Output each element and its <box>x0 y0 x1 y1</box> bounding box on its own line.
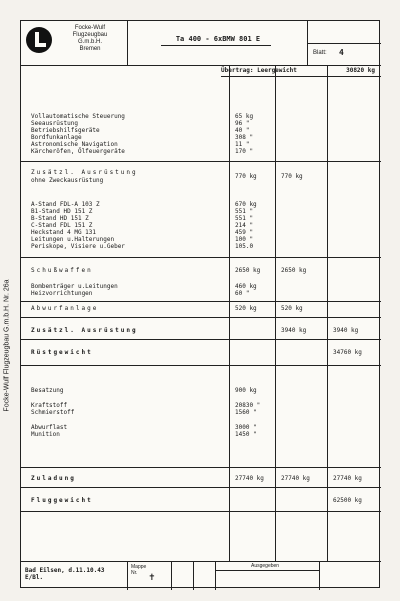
section-subtitle: ohne Zweckausrüstung <box>31 177 104 184</box>
ausgegeben-label: Ausgegeben <box>251 563 280 569</box>
item-value: 214 " <box>235 222 254 229</box>
rule <box>221 76 381 77</box>
subtotal: 2650 kg <box>281 267 307 274</box>
carry-value: 30820 kg <box>346 67 375 74</box>
rule <box>21 487 381 488</box>
rule <box>21 257 381 258</box>
rule <box>215 570 319 571</box>
section-title: Rüstgewicht <box>31 349 93 356</box>
section-title: Schußwaffen <box>31 267 93 274</box>
item-label: B1-Stand HD 151 Z <box>31 208 93 215</box>
section-title: Abwurfanlage <box>31 305 99 312</box>
company-line: Focke-Wulf <box>74 25 106 31</box>
subtotal: 520 kg <box>235 305 257 312</box>
document-title: Ta 400 - 6xBMW 801 E <box>175 35 261 43</box>
item-value: 308 " <box>235 134 254 141</box>
title-underline <box>161 45 271 46</box>
item-value: 60 " <box>235 290 250 297</box>
divider <box>193 562 194 590</box>
item-value: 40 " <box>235 127 250 134</box>
nr-label: Nr. <box>131 570 138 576</box>
item-label: Heckstand 4 MG 131 <box>31 229 97 236</box>
item-label: Abwurflast <box>31 424 68 431</box>
item-value: 3000 " <box>235 424 257 431</box>
item-value: 1450 " <box>235 431 257 438</box>
subtotal: 3940 kg <box>281 327 307 334</box>
divider <box>215 562 216 590</box>
divider <box>319 562 320 590</box>
divider <box>127 562 128 590</box>
sheet-number: 4 <box>339 48 344 57</box>
item-label: Besatzung <box>31 387 64 394</box>
footer <box>21 561 381 590</box>
subtotal: 2650 kg <box>235 267 261 274</box>
item-label: Vollautomatische Steuerung <box>31 113 125 120</box>
company-logo-icon <box>26 27 52 53</box>
item-value: 100 " <box>235 236 254 243</box>
item-value: 11 " <box>235 141 250 148</box>
side-text: Focke-Wulf Flugzeugbau G.m.b.H. Nr. 26a <box>3 279 11 412</box>
item-label: Heizvorrichtungen <box>31 290 93 297</box>
item-label: Schmierstoff <box>31 409 75 416</box>
rule <box>21 161 381 162</box>
company-line: G.m.b.H. <box>77 39 102 45</box>
subtotal: 770 kg <box>235 173 257 180</box>
item-value: 65 kg <box>235 113 254 120</box>
document-sheet <box>20 20 380 588</box>
item-value: 460 kg <box>235 283 257 290</box>
g1-list <box>31 113 125 155</box>
item-label: A-Stand FDL-A 103 Z <box>31 201 100 208</box>
carry-label: Übertrag: Leergewicht <box>221 67 297 74</box>
divider <box>308 43 381 44</box>
rule <box>21 467 381 468</box>
item-value: 105.0 <box>235 243 254 250</box>
rule <box>21 511 381 512</box>
subtotal: 34760 kg <box>333 349 362 356</box>
g7-values <box>235 387 260 438</box>
item-value: 551 " <box>235 208 254 215</box>
item-label: Bordfunkanlage <box>31 134 82 141</box>
item-label: Betriebshilfsgeräte <box>31 127 100 134</box>
item-value: 96 " <box>235 120 250 127</box>
g1-values <box>235 113 253 155</box>
mappe-label: Mappe <box>131 564 147 570</box>
rule <box>21 317 381 318</box>
side-margin-text <box>3 250 15 450</box>
rule <box>21 301 381 302</box>
g3-list <box>31 283 118 297</box>
item-label: Astronomische Navigation <box>31 141 118 148</box>
rule <box>21 339 381 340</box>
g2-list <box>31 201 125 250</box>
subtotal: 27740 kg <box>281 475 310 482</box>
section-title: Zusätzl. Ausrüstung <box>31 327 138 334</box>
item-label: Kärcheröfen, Ölfeuergeräte <box>31 148 125 155</box>
item-value: 551 " <box>235 215 254 222</box>
subtotal: 27740 kg <box>235 475 264 482</box>
signature-mark-icon: ✝ <box>149 572 156 583</box>
item-label: B-Stand HD 151 Z <box>31 215 89 222</box>
footer-text <box>25 567 104 581</box>
section-title: Zusätzl. Ausrüstung <box>31 169 138 176</box>
item-label: Kraftstoff <box>31 402 68 409</box>
section-title: Fluggewicht <box>31 497 93 504</box>
divider <box>127 21 128 65</box>
company-line: Flugzeugbau <box>72 32 108 38</box>
rule <box>21 365 381 366</box>
company-line: Bremen <box>79 46 101 52</box>
item-label: C-Stand FDL 151 Z <box>31 222 93 229</box>
g2-values <box>235 201 257 250</box>
divider <box>171 562 172 590</box>
g7-list <box>31 387 74 438</box>
item-label: Munition <box>31 431 60 438</box>
item-label: Leitungen u.Halterungen <box>31 236 115 243</box>
item-value: 670 kg <box>235 201 257 208</box>
item-label: Bombenträger u.Leitungen <box>31 283 118 290</box>
mappe-field <box>131 564 146 576</box>
item-label: Seeausrüstung <box>31 120 78 127</box>
item-label: Periskope, Visiere u.Geber <box>31 243 125 250</box>
subtotal: 520 kg <box>281 305 303 312</box>
item-value: 1560 " <box>235 409 257 416</box>
subtotal: 770 kg <box>281 173 303 180</box>
section-title: Zuladung <box>31 475 76 482</box>
item-value: 459 " <box>235 229 254 236</box>
item-value: 900 kg <box>235 387 257 394</box>
company-name <box>55 25 125 53</box>
subtotal: 27740 kg <box>333 475 362 482</box>
g3-values <box>235 283 257 297</box>
total: 62500 kg <box>333 497 362 504</box>
item-value: 20830 " <box>235 402 261 409</box>
sheet-label: Blatt: <box>313 50 327 56</box>
item-value: 170 " <box>235 148 254 155</box>
initials: E/Bl. <box>25 574 44 581</box>
header <box>21 21 381 66</box>
place-date: Bad Eilsen, d.11.10.43 <box>25 567 105 574</box>
subtotal: 3940 kg <box>333 327 359 334</box>
